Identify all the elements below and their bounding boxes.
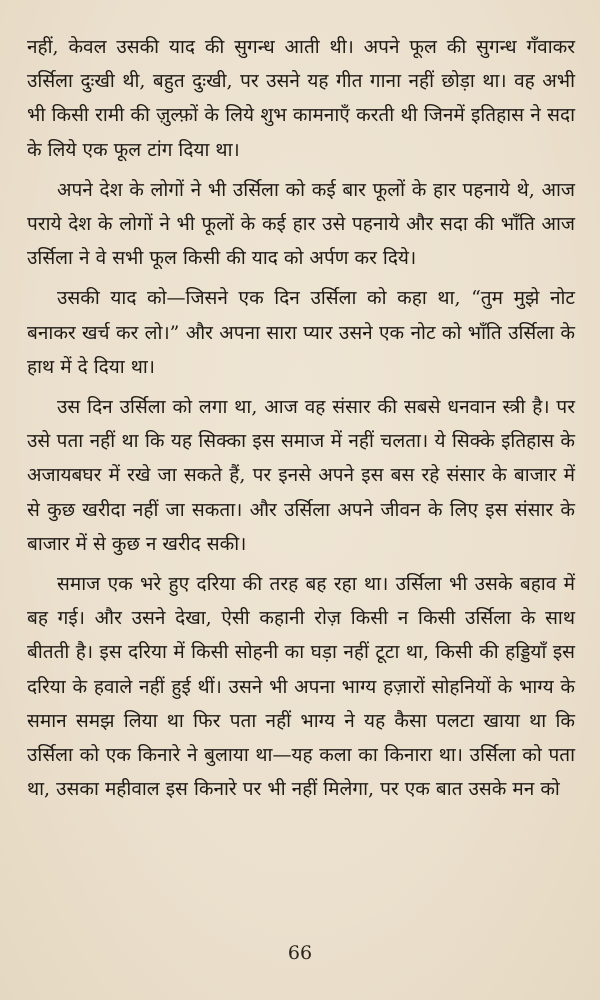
paragraph-1: नहीं, केवल उसकी याद की सुगन्ध आती थी। अपने फूल की सुगन्ध गँवाकर उर्सिला दुःखी थी, बहुत दुःखी, पर उसने यह गीत गाना नहीं छोड़ा था। वह अभी भी किसी रामी की ज़ुल्फ़ों के लिये शुभ कामनाएँ करती थी जिनमें इतिहास ने सदा के लिये एक फूल टांग दिया था। [27,36,575,161]
paragraph-5: समाज एक भरे हुए दरिया की तरह बह रहा था। उर्सिला भी उसके बहाव में बह गई। और उसने देखा, ऐसी कहानी रोज़ किसी न किसी उर्सिला के साथ बीतती है। इस दरिया में किसी सोहनी का घड़ा नहीं टूटा था, किसी की हड्डियाँ इस दरिया के हवाले नहीं हुई थीं। उसने भी अपना भाग्य हज़ारों सोहनियों के भाग्य के समान समझ लिया था फिर पता नहीं भाग्य ने यह कैसा पलटा खाया था कि उर्सिला को एक किनारे ने बुलाया था—यह कला का किनारा था। उर्सिला को पता था, उसका महीवाल इस किनारे पर भी नहीं मिलेगा, पर एक बात उसके मन को [27,573,575,801]
paragraph-4: उस दिन उर्सिला को लगा था, आज वह संसार की सबसे धनवान स्त्री है। पर उसे पता नहीं था कि यह सिक्का इस समाज में नहीं चलता। ये सिक्के इतिहास के अजायबघर में रखे जा सकते हैं, पर इनसे अपने इस बस रहे संसार के बाजार में से कुछ खरीदा नहीं जा सकता। और उर्सिला अपने जीवन के लिए इस संसार के बाजार में से कुछ न खरीद सकी। [27,396,575,555]
paragraph-3: उसकी याद को—जिसने एक दिन उर्सिला को कहा था, “तुम मुझे नोट बनाकर खर्च कर लो।” और अपना सारा प्यार उसने एक नोट को भाँति उर्सिला के हाथ में दे दिया था। [27,287,575,378]
page-number: 66 [287,942,313,964]
paragraph-2: अपने देश के लोगों ने भी उर्सिला को कई बार फूलों के हार पहनाये थे, आज पराये देश के लोगों ने भी फूलों के कई हार उसे पहनाये और सदा की भाँति आज उर्सिला ने वे सभी फूल किसी की याद को अर्पण कर दिये। [27,178,575,270]
body-text [27,30,575,806]
